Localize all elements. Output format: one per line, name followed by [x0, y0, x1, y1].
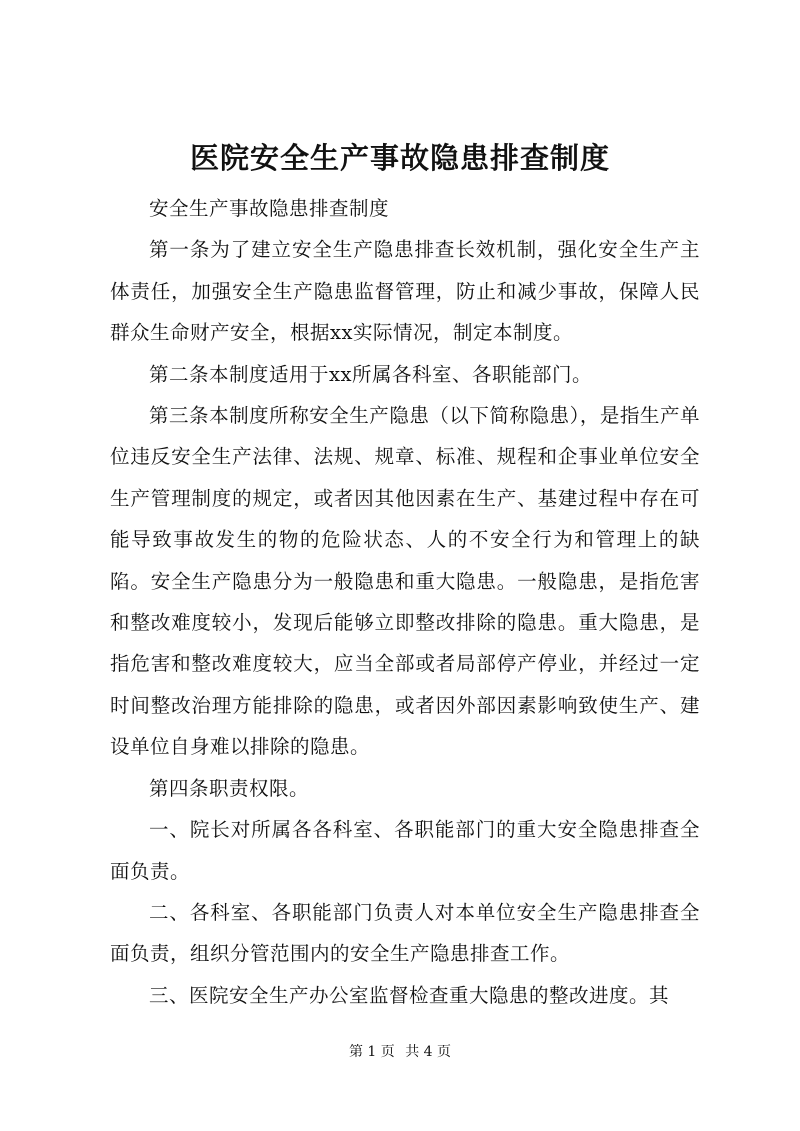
paragraph-subtitle: 安全生产事故隐患排查制度 — [149, 197, 390, 220]
paragraph-article-3: 第三条本制度所称安全生产隐患（以下简称隐患），是指生产单位违反安全生产法律、法规、规章、标准、规程和企事业单位安全生产管理制度的规定，或者因其他因素在生产、基建过程中存在可能导致事故发生的物的危险状态、人的不安全行为和管理上的缺陷。安全生产隐患分为一般隐患和重大隐患。一般隐患，是指危害和整改难度较小，发现后能够立即整改排除的隐患。重大隐患，是指危害和整改难度较大，应当全部或者局部停产停业，并经过一定时间整改治理方能排除的隐患，或者因外部因素影响致使生产、建设单位自身难以排除的隐患。 — [110, 404, 700, 759]
paragraph-article-1: 第一条为了建立安全生产隐患排查长效机制，强化安全生产主体责任，加强安全生产隐患监督管理，防止和减少事故，保障人民群众生命财产安全，根据xx实际情况，制定本制度。 — [110, 238, 700, 345]
paragraph-article-4: 第四条职责权限。 — [149, 776, 310, 800]
document-title: 医院安全生产事故隐患排查制度 — [189, 141, 610, 175]
page-number: 第 1 页 — [348, 1044, 395, 1060]
page-footer — [0, 1042, 800, 1062]
paragraph-article-2: 第二条本制度适用于xx所属各科室、各职能部门。 — [149, 362, 592, 386]
paragraph-item-3: 三、医院安全生产办公室监督检查重大隐患的整改进度。其 — [149, 983, 670, 1007]
paragraph-item-1: 一、院长对所属各各科室、各职能部门的重大安全隐患排查全面负责。 — [110, 818, 700, 883]
page-total: 共 4 页 — [405, 1044, 452, 1060]
paragraph-item-2: 二、各科室、各职能部门负责人对本单位安全生产隐患排查全面负责，组织分管范围内的安全生产隐患排查工作。 — [110, 900, 700, 966]
document-body — [110, 188, 700, 1016]
